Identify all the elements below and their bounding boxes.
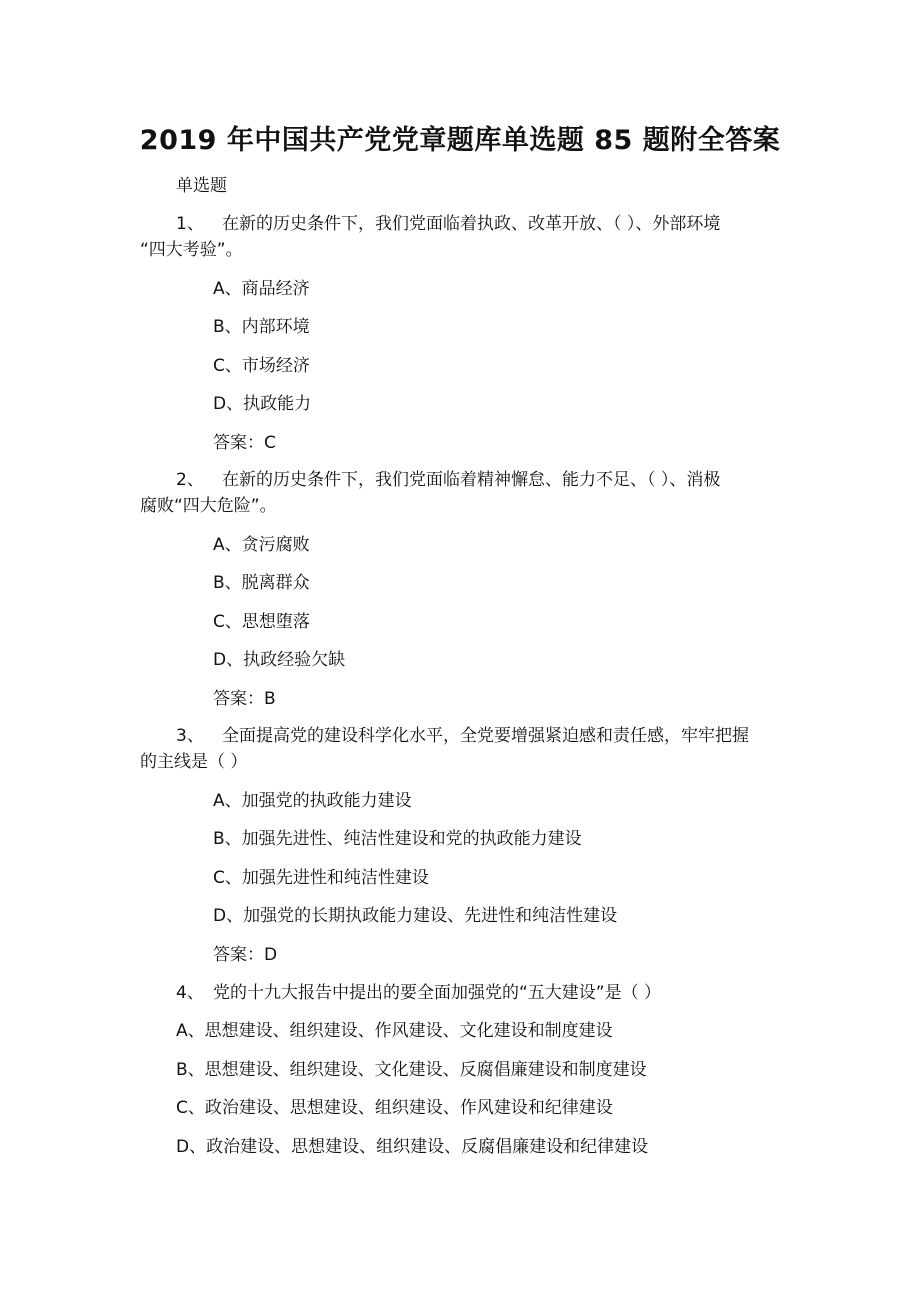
option-d: D、政治建设、思想建设、组织建设、反腐倡廉建设和纪律建设 xyxy=(176,1137,649,1157)
question-1-stem-cont: “四大考验”。 xyxy=(140,240,243,260)
answer: 答案：B xyxy=(213,689,276,709)
option-a: A、加强党的执政能力建设 xyxy=(213,791,412,811)
document-title: 2019 年中国共产党党章题库单选题 85 题附全答案 xyxy=(139,125,781,156)
question-4-stem xyxy=(176,980,661,1006)
question-2-stem-cont: 腐败“四大危险”。 xyxy=(140,496,277,516)
option-a: A、贪污腐败 xyxy=(213,535,310,555)
question-stem-line: 全面提高党的建设科学化水平，全党要增强紧迫感和责任感，牢牢把握 xyxy=(222,726,749,746)
option-d: D、执政能力 xyxy=(213,394,312,414)
question-number: 4、 xyxy=(176,983,204,1003)
option-c: C、市场经济 xyxy=(213,356,310,376)
question-2-stem xyxy=(176,467,720,493)
option-d: D、执政经验欠缺 xyxy=(213,650,346,670)
question-stem-line: 党的十九大报告中提出的要全面加强党的“五大建设”是（ ） xyxy=(213,983,662,1003)
answer: 答案：C xyxy=(213,433,276,453)
option-b: B、加强先进性、纯洁性建设和党的执政能力建设 xyxy=(213,829,582,849)
option-c: C、思想堕落 xyxy=(213,612,310,632)
option-c: C、加强先进性和纯洁性建设 xyxy=(213,868,429,888)
option-a: A、思想建设、组织建设、作风建设、文化建设和制度建设 xyxy=(176,1021,613,1041)
option-c: C、政治建设、思想建设、组织建设、作风建设和纪律建设 xyxy=(176,1098,613,1118)
answer: 答案：D xyxy=(213,945,278,965)
question-3-stem-cont: 的主线是（ ） xyxy=(140,752,248,772)
option-b: B、思想建设、组织建设、文化建设、反腐倡廉建设和制度建设 xyxy=(176,1060,647,1080)
option-b: B、内部环境 xyxy=(213,317,310,337)
option-d: D、加强党的长期执政能力建设、先进性和纯洁性建设 xyxy=(213,906,618,926)
question-3-stem xyxy=(176,723,749,749)
question-stem-line: 在新的历史条件下，我们党面临着精神懈怠、能力不足、（ ）、消极 xyxy=(222,470,721,490)
section-heading: 单选题 xyxy=(176,176,227,196)
question-stem-line: 在新的历史条件下，我们党面临着执政、改革开放、（ ）、外部环境 xyxy=(222,214,721,234)
option-a: A、商品经济 xyxy=(213,279,310,299)
question-number: 3、 xyxy=(176,726,204,746)
option-b: B、脱离群众 xyxy=(213,573,310,593)
question-1-stem xyxy=(176,211,720,237)
question-number: 1、 xyxy=(176,214,204,234)
question-number: 2、 xyxy=(176,470,204,490)
